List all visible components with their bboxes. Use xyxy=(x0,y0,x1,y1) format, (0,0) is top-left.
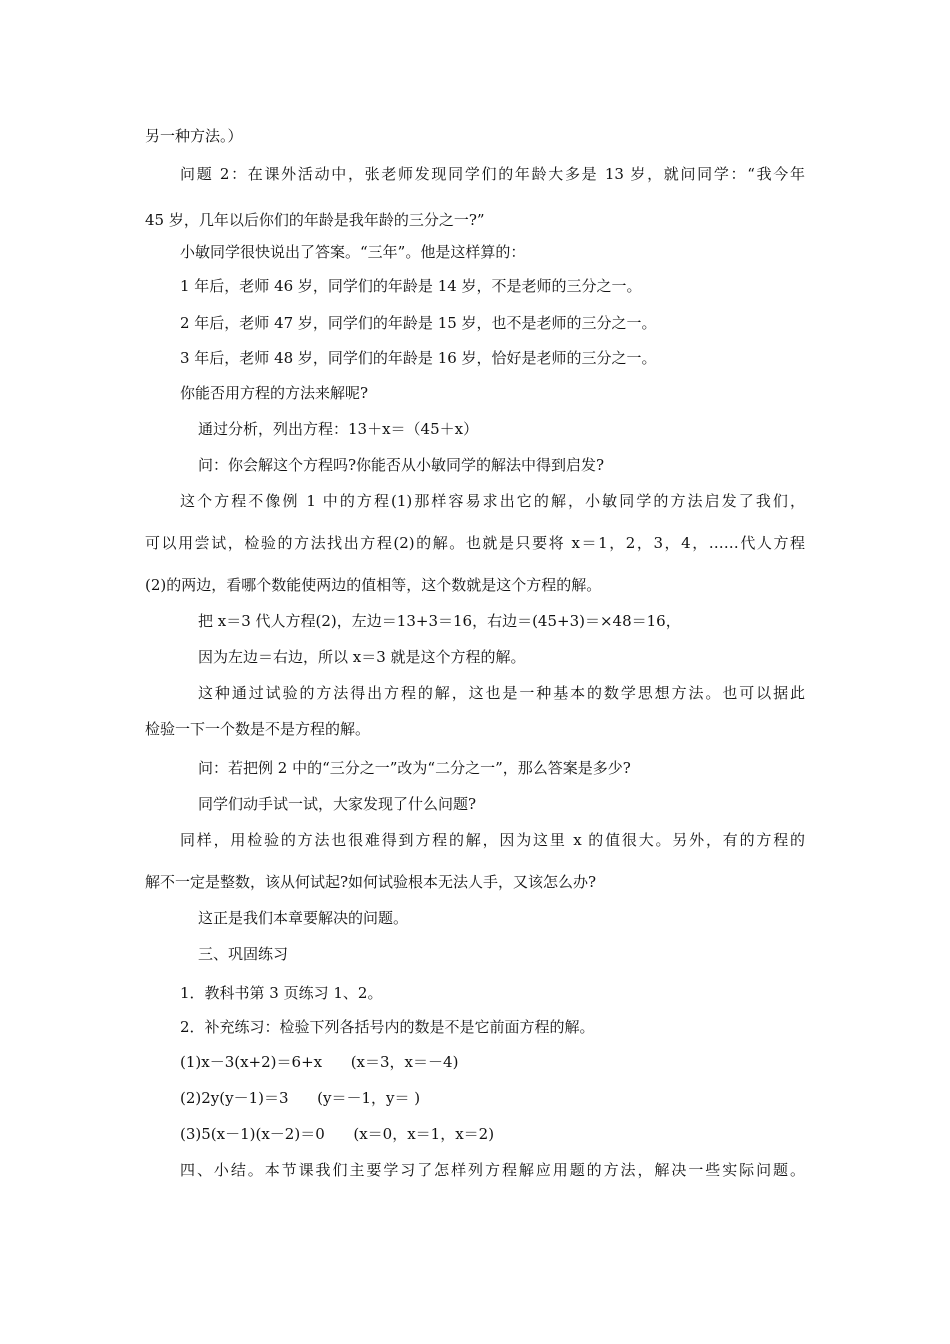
text-line-explain2: 可以用尝试，检验的方法找出方程(2)的解。也就是只要将 x＝1，2，3，4，……代人方程 xyxy=(145,534,805,552)
text-line-problem2-cont: 45 岁，几年以后你们的年龄是我年龄的三分之一?” xyxy=(145,211,485,229)
text-line-exercise2: 2．补充练习：检验下列各括号内的数是不是它前面方程的解。 xyxy=(180,1018,595,1036)
text-line-similarly: 同样，用检验的方法也很难得到方程的解，因为这里 x 的值很大。另外，有的方程的 xyxy=(180,831,805,849)
text-line-explain3: (2)的两边，看哪个数能使两边的值相等，这个数就是这个方程的解。 xyxy=(145,576,602,594)
text-line-problem2: 问题 2：在课外活动中，张老师发现同学们的年龄大多是 13 岁，就问同学：“我今年 xyxy=(180,165,805,183)
section-heading-summary: 四、小结。本节课我们主要学习了怎样列方程解应用题的方法，解决一些实际问题。 xyxy=(180,1161,805,1179)
text-line-ask2: 问：若把例 2 中的“三分之一”改为“二分之一”，那么答案是多少? xyxy=(198,759,631,777)
text-line-substitute: 把 x＝3 代人方程(2)，左边＝13+3＝16，右边＝(45+3)＝×48＝16， xyxy=(198,612,681,630)
text-line-eq3: (3)5(x－1)(x－2)＝0 (x＝0，x＝1，x＝2) xyxy=(180,1125,495,1143)
text-line-method: 这种通过试验的方法得出方程的解，这也是一种基本的数学思想方法。也可以据此 xyxy=(198,684,805,702)
text-line-explain1: 这个方程不像例 1 中的方程(1)那样容易求出它的解，小敏同学的方法启发了我们， xyxy=(180,492,805,510)
text-line-year1: 1 年后，老师 46 岁，同学们的年龄是 14 岁，不是老师的三分之一。 xyxy=(180,277,642,295)
text-line-exercise1: 1．教科书第 3 页练习 1、2。 xyxy=(180,984,383,1002)
text-line-method-cont: 检验一下一个数是不是方程的解。 xyxy=(145,720,371,738)
text-line-chapter: 这正是我们本章要解决的问题。 xyxy=(198,909,409,927)
text-line-equation: 通过分析，列出方程：13＋x＝（45＋x） xyxy=(198,420,479,438)
text-line-question: 你能否用方程的方法来解呢? xyxy=(180,384,369,402)
text-line-conclusion: 因为左边＝右边，所以 x＝3 就是这个方程的解。 xyxy=(198,648,526,666)
text-line-year2: 2 年后，老师 47 岁，同学们的年龄是 15 岁，也不是老师的三分之一。 xyxy=(180,314,657,332)
section-heading-practice: 三、巩固练习 xyxy=(198,945,289,963)
text-line-continuation: 另一种方法。） xyxy=(145,127,243,145)
text-line-eq2: (2)2y(y－1)＝3 (y＝－1，y＝ ) xyxy=(180,1089,421,1107)
text-line-similarly-cont: 解不一定是整数，该从何试起?如何试验根本无法人手，又该怎么办? xyxy=(145,873,597,891)
text-line-answer: 小敏同学很快说出了答案。“三年”。他是这样算的： xyxy=(180,243,526,261)
text-line-try: 同学们动手试一试，大家发现了什么问题? xyxy=(198,795,477,813)
text-line-ask: 问：你会解这个方程吗?你能否从小敏同学的解法中得到启发? xyxy=(198,456,605,474)
text-line-year3: 3 年后，老师 48 岁，同学们的年龄是 16 岁，恰好是老师的三分之一。 xyxy=(180,349,657,367)
text-line-eq1: (1)x－3(x+2)＝6+x (x＝3，x＝－4) xyxy=(180,1053,459,1071)
